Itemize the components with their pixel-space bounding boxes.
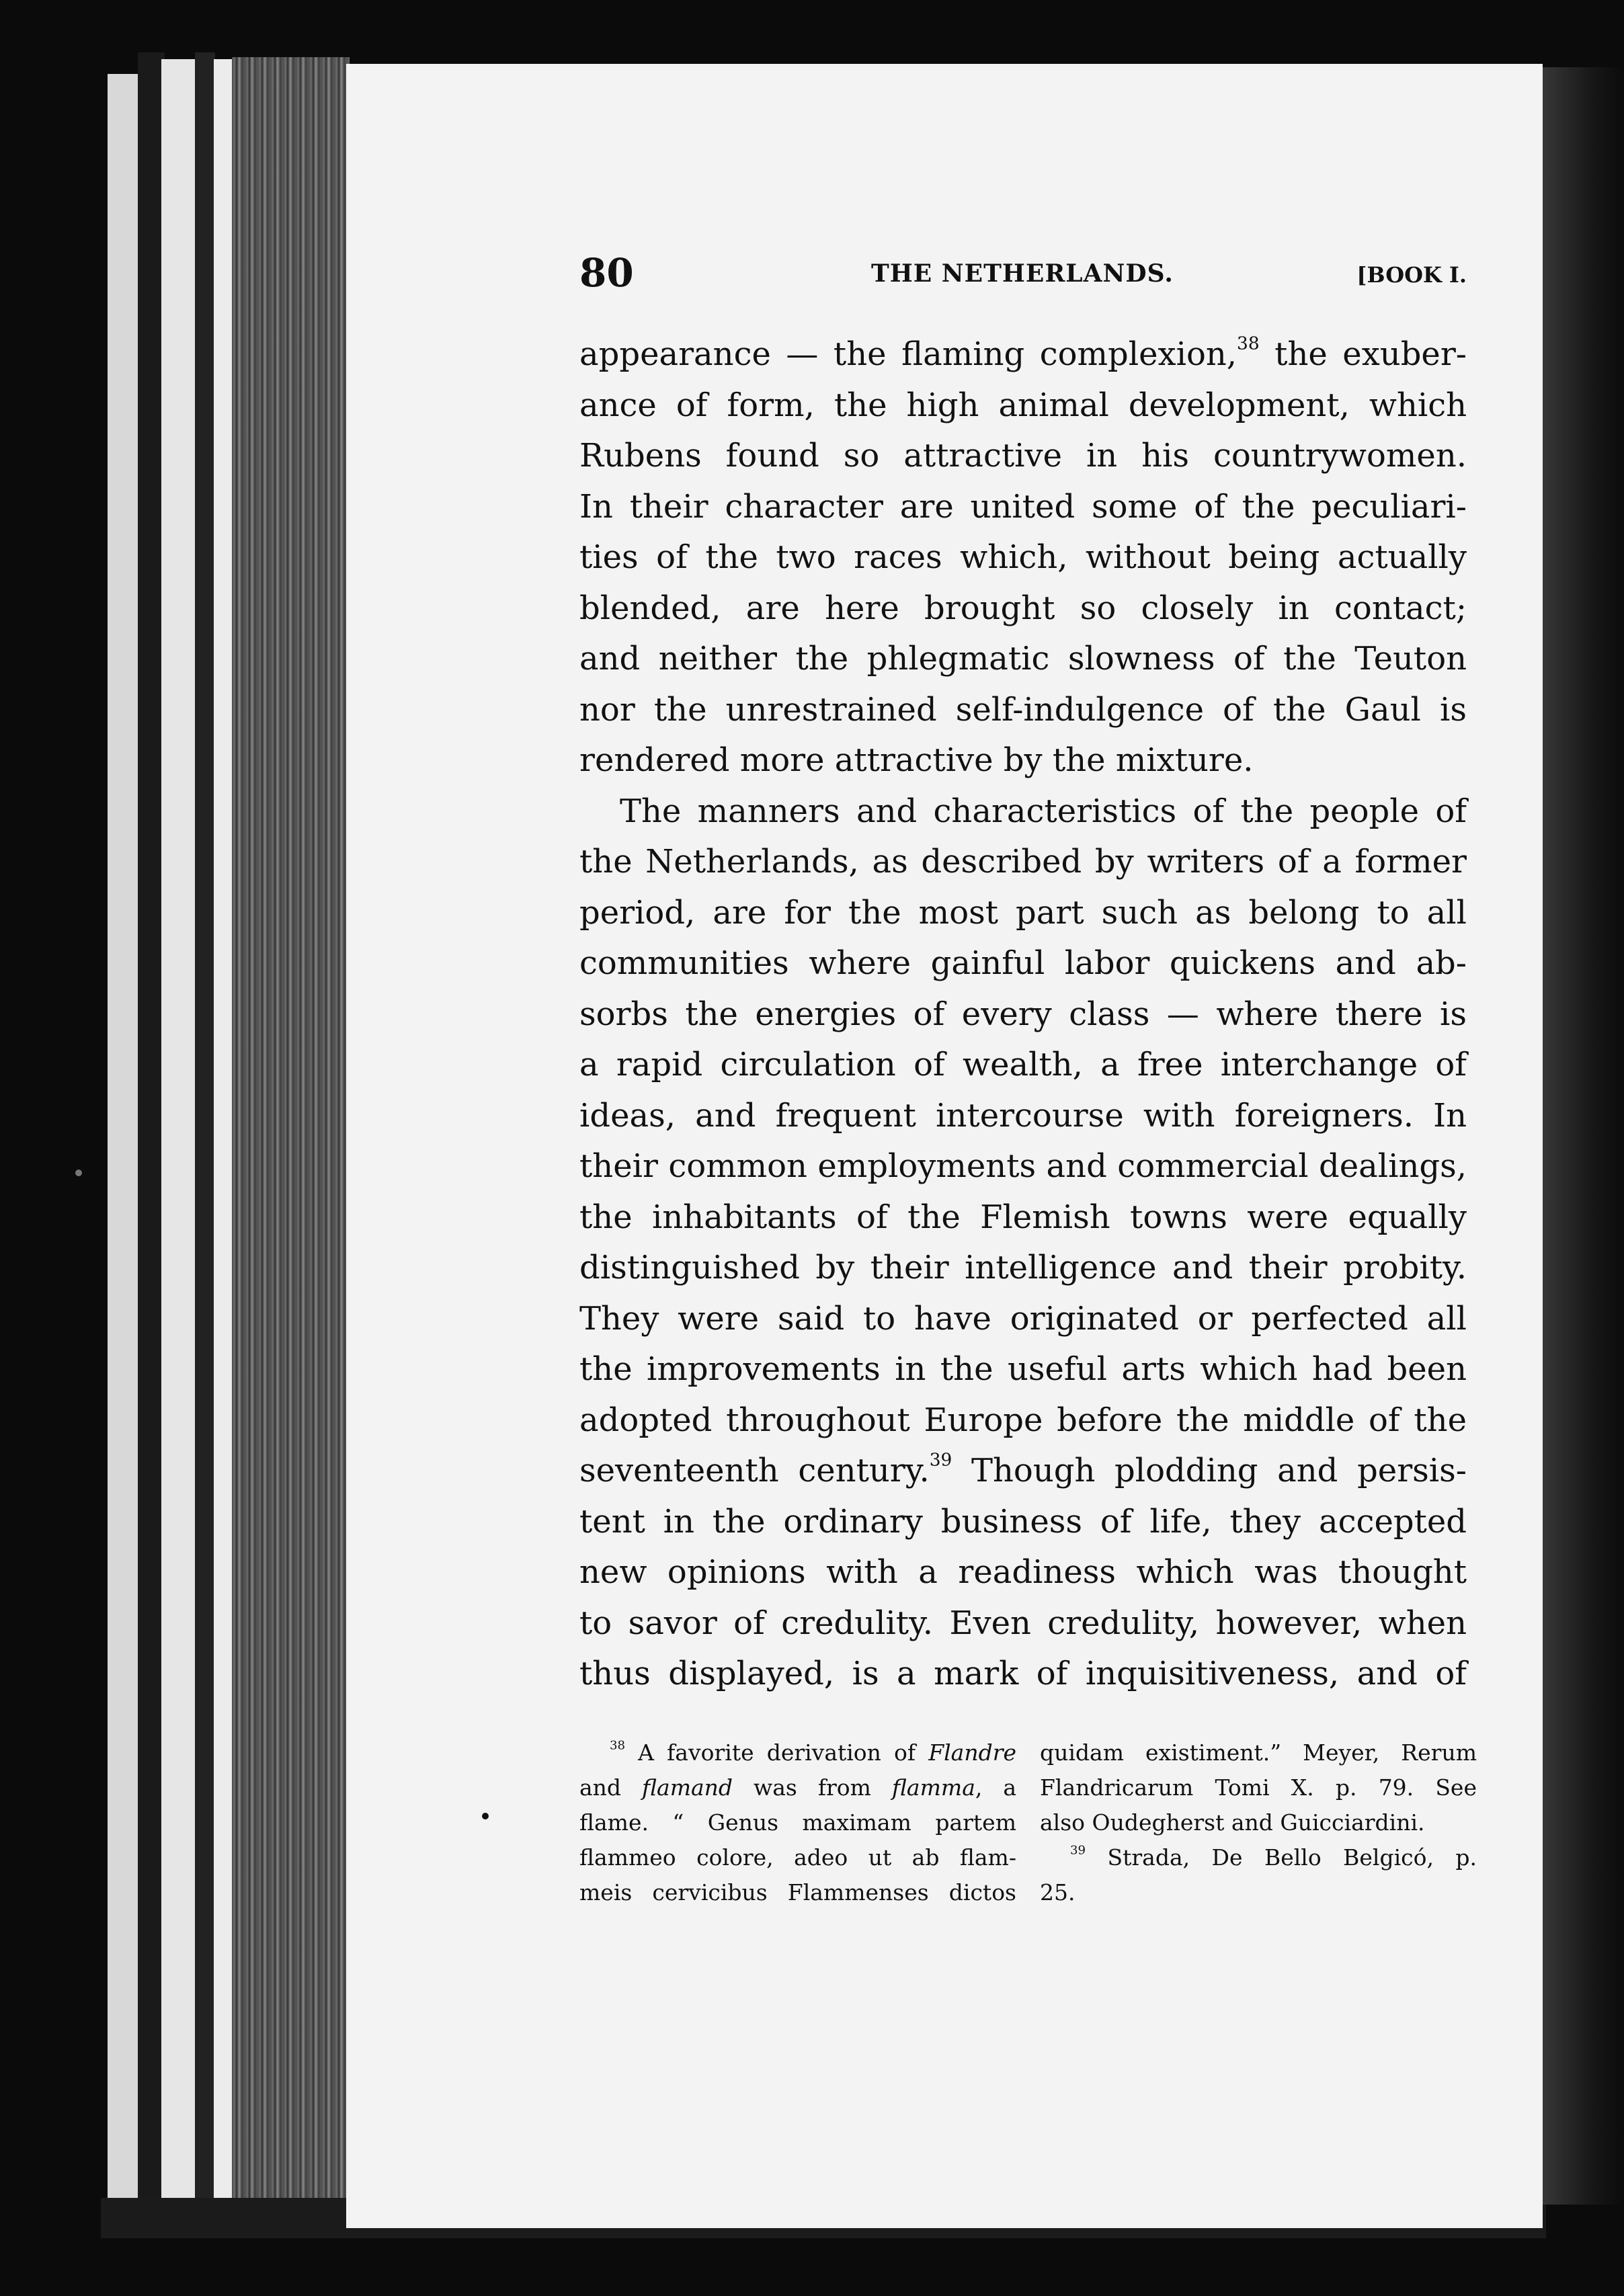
text-line	[579, 1446, 1467, 1497]
footnote-line	[579, 1735, 1016, 1770]
page-number: 80	[579, 250, 634, 296]
paragraph-start: The manners and characteristics of the people of	[620, 792, 1467, 830]
running-title: THE NETHERLANDS.	[871, 259, 1174, 288]
footnote-39	[1040, 1840, 1477, 1875]
footnote-line: Flandricarum Tomi X. p. 79. See	[1040, 1774, 1477, 1801]
italic-run: flamand	[642, 1774, 733, 1801]
text-run: A favorite derivation of	[625, 1739, 929, 1766]
footnote-ref-38: 38	[1237, 333, 1260, 354]
text-line: blended, are here brought so closely in contact;	[579, 589, 1467, 627]
text-run: appearance — the flaming complexion,	[579, 335, 1237, 373]
page-edge	[214, 59, 234, 2210]
footnote-marker: 39	[1070, 1843, 1086, 1858]
footnote-line: also Oudegherst and Guicciardini.	[1040, 1809, 1425, 1836]
footnote-line	[579, 1770, 1016, 1805]
footnote-ref-39: 39	[929, 1449, 952, 1471]
page-header	[579, 250, 1467, 304]
text-line: and neither the phlegmatic slowness of the Teuton	[579, 640, 1467, 678]
text-line: In their character are united some of the peculiari-	[579, 487, 1467, 526]
text-line: ideas, and frequent intercourse with foreigners. In	[579, 1096, 1467, 1135]
text-line: their common employments and commercial dealings,	[579, 1147, 1467, 1185]
text-run: Though plodding and persis-	[952, 1452, 1467, 1489]
text-line: a rapid circulation of wealth, a free interchange of	[579, 1046, 1467, 1083]
text-line: sorbs the energies of every class — where there is	[579, 995, 1467, 1033]
text-run: , a	[975, 1774, 1016, 1801]
footnote-line: quidam existiment.” Meyer, Rerum	[1040, 1739, 1477, 1766]
text-line: the inhabitants of the Flemish towns were equally	[579, 1198, 1467, 1236]
footnote-line: flammeo colore, adeo ut ab flam-	[579, 1844, 1016, 1871]
footnote-marker: 38	[610, 1738, 626, 1753]
binding-shadow	[1539, 67, 1624, 2205]
footnote-line: meis cervicibus Flammenses dictos	[579, 1879, 1016, 1905]
footnote-line: 25.	[1040, 1879, 1075, 1905]
footnote-38-continued	[1040, 1735, 1477, 1910]
scan-speck	[482, 1813, 489, 1819]
footnote-line: flame. “ Genus maximam partem	[579, 1809, 1016, 1836]
text-line: Rubens found so attractive in his countrywomen.	[579, 437, 1467, 475]
text-line: the improvements in the useful arts which had been	[579, 1350, 1467, 1388]
text-line	[579, 329, 1467, 380]
text-line: ance of form, the high animal development, which	[579, 386, 1467, 424]
text-line: new opinions with a readiness which was thought	[579, 1553, 1467, 1591]
text-line: the Netherlands, as described by writers of a former	[579, 843, 1467, 880]
text-line: adopted throughout Europe before the middle of the	[579, 1401, 1467, 1439]
body-text	[579, 329, 1467, 1700]
text-run: was from	[733, 1774, 892, 1801]
footnote-38	[579, 1735, 1016, 1910]
page-edge	[161, 59, 198, 2210]
text-line: They were said to have originated or perfected all	[579, 1299, 1467, 1338]
text-run: and	[579, 1774, 643, 1801]
text-run: Strada, De Bello Belgicó, p.	[1086, 1844, 1477, 1871]
text-run: the exuber-	[1259, 335, 1467, 373]
text-line: period, are for the most part such as belong to all	[579, 893, 1467, 932]
page-stack-edges	[232, 57, 350, 2231]
italic-run: flamma	[891, 1774, 975, 1801]
text-line: to savor of credulity. Even credulity, however, when	[579, 1604, 1467, 1642]
page-edge-shadow	[195, 52, 215, 2203]
scan-speck	[75, 1170, 82, 1176]
text-run: seventeenth century.	[579, 1452, 930, 1489]
book-label: [BOOK I.	[1356, 262, 1467, 288]
text-line: thus displayed, is a mark of inquisitiveness, and of	[579, 1655, 1467, 1692]
text-line: distinguished by their intelligence and their probity.	[579, 1249, 1467, 1286]
text-line: tent in the ordinary business of life, they accepted	[579, 1502, 1467, 1541]
text-line: nor the unrestrained self-indulgence of the Gaul is	[579, 690, 1467, 729]
italic-run: Flandre	[928, 1739, 1016, 1766]
text-line: rendered more attractive by the mixture.	[579, 741, 1254, 779]
page-edge-shadow	[138, 52, 165, 2203]
text-line: communities where gainful labor quickens and ab-	[579, 944, 1467, 982]
text-line: ties of the two races which, without being actually	[579, 538, 1467, 576]
